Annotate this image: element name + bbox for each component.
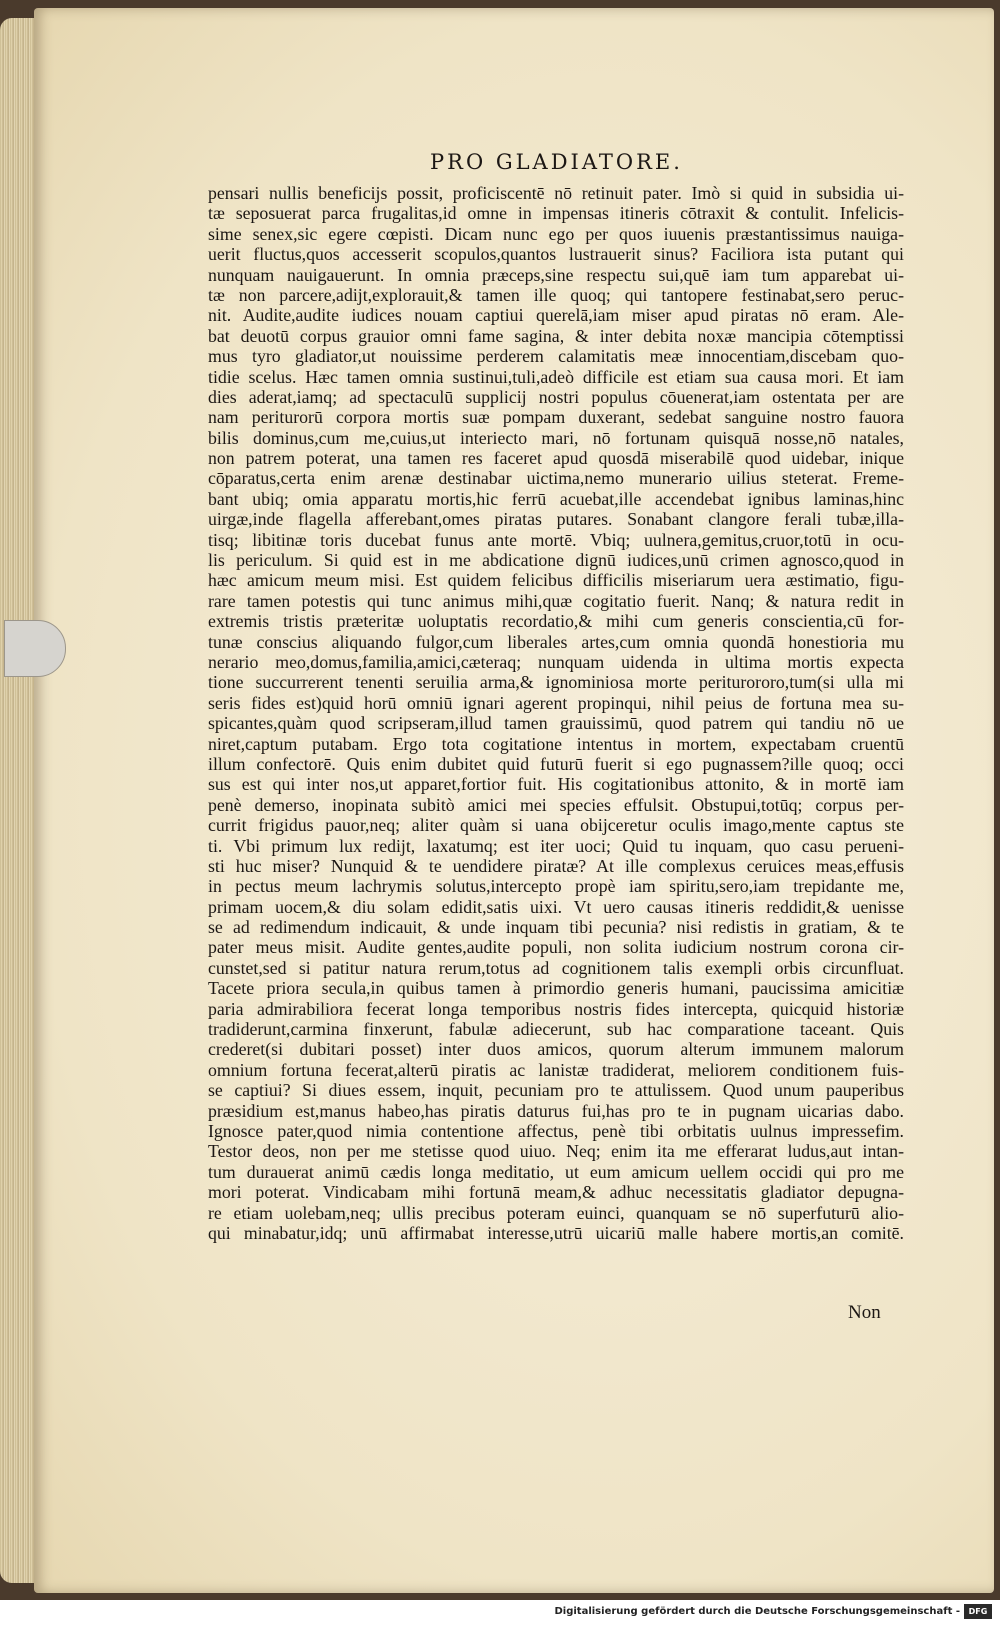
text-line: mus tyro gladiator,ut nouissime perderem calamitatis meæ innocentiam,discebam quo- [208,346,904,367]
text-line: tæ seposuerat parca frugalitas,id omne in impensas itineris cōtraxit & contulit. Infelicis- [208,203,904,224]
text-line: crederet(si dubitari posset) inter duos amicos, quorum alterum immunem malorum [208,1039,904,1060]
text-line: illum confectorē. Quis enim dubitet quid futurū fuerit si ego pugnassem?ille quoq; occi [208,753,904,774]
text-line: spicantes,quàm quod scripseram,illud tamen grauissimū, quod patrem qui tandiu nō ue [208,713,904,734]
text-line: cunstet,sed si patitur natura rerum,totus ad cognitionem talis exempli orbis circunfluat. [208,957,904,978]
text-line: cōparatus,certa enim arenæ destinabar uictima,nemo munerario uilius steterat. Freme- [208,468,904,489]
running-title: PRO GLADIATORE. [430,150,683,174]
text-line: in pectus meum lachrymis solutus,intercepto propè iam spiritu,sero,iam trepidante me, [208,876,904,897]
text-line: nunquam nauigauerunt. In omnia præceps,sine respectu sui,quē iam tum apparebat ui- [208,264,904,285]
text-line: lis periculum. Si quid est in me abdicatione dignū iudices,unū crimen agnosco,quod in [208,550,904,571]
text-line: sti huc miser? Nunquid & te uendidere piratæ? At ille complexus ceruices meas,effusis [208,855,904,876]
text-line: nit. Audite,audite iudices nouam captiui querelā,iam miser apud piratas nō eram. Ale- [208,305,904,326]
text-line: re etiam uolebam,neq; ullis precibus poteram euinci, quanquam se nō superfuturū alio- [208,1202,904,1223]
text-line: ti. Vbi primum lux redijt, laxatumq; est iter uoci; Quid tu inquam, quo casu perueni- [208,835,904,856]
text-line: currit frigidus pauor,neq; aliter quàm si uana obijceretur oculis imago,mente captus ste [208,815,904,836]
dfg-logo: DFG [964,1604,992,1619]
text-line: Tacete priora secula,in quibus tamen à primordio generis humani, paucissima amicitiæ [208,978,904,999]
text-line: mori poterat. Vindicabam mihi fortunā meam,& adhuc necessitatis gladiator depugna- [208,1182,904,1203]
text-line: tidie scelus. Hæc tamen omnia sustinui,tuli,adeò difficile est etiam sua causa mori. Et iam [208,366,904,387]
text-line: dies aderat,iamq; ad spectaculū supplicij nostri populus cōuenerat,iam ostentata per are [208,386,904,407]
text-line: niret,captum putabam. Ergo tota cogitatione intentus in mortem, expectabam cruentū [208,733,904,754]
text-line: tione succurrerent tenenti seruilia arma,& ignominiosa morte periturororo,tum(si ulla mi [208,672,904,693]
text-line: bat deuotū corpus grauior omni fame sagina, & inter debita noxæ mancipia cōtemptissi [208,325,904,346]
text-line: uerit fluctus,quos accesserit scopulos,quantos lustrauerit sinus? Faciliora ista putant qui [208,244,904,265]
catchword: Non [848,1302,881,1323]
text-line: omnium fortuna fecerat,alterū piratis ac lanistæ tradiderat, meliorem conditionem fuis- [208,1059,904,1080]
bookmark-clip [4,620,66,677]
footer-credit: Digitalisierung gefördert durch die Deutsche Forschungsgemeinschaft - [554,1606,960,1617]
body-text [208,183,904,1243]
text-line: hæc amicum meum misi. Est quidem felicibus difficilis miseriarum uera æstimatio, figu- [208,570,904,591]
text-line: sus est qui inter nos,ut apparet,fortior fuit. His cogitationibus attonito, & in mortē iam [208,774,904,795]
text-line: non patrem poterat, una tamen res faceret apud quosdā miserabilē quod uidebar, inique [208,448,904,469]
text-line: sime senex,sic egere cœpisti. Dicam nunc ego per quos iuuenis præstantissimus nauiga- [208,223,904,244]
text-line: qui minabatur,idq; unū affirmabat interesse,utrū uicariū malle habere mortis,an comitē. [208,1222,904,1243]
text-line: bant ubiq; omia apparatu mortis,hic ferrū acuebat,ille accendebat ignibus laminas,hinc [208,488,904,509]
text-line: nam periturorū corpora mortis suæ pompam duxerant, sedebat sanguine nostro fauora [208,407,904,428]
text-line: extremis tristis præteritæ uoluptatis recordatio,& mihi cum generis conscientia,cū for- [208,611,904,632]
text-line: Ignosce pater,quod nimia contentione affectus, penè tibi orbitatis uulnus impressefim. [208,1120,904,1141]
text-line: tæ non parcere,adijt,explorauit,& tamen ille quoq; qui tantopere festinabat,sero peruc- [208,284,904,305]
text-line: tum durauerat animū cædis longa meditatio, ut eum amicum uellem occidi qui pro me [208,1161,904,1182]
text-line: bilis dominus,cum me,cuius,ut interiecto mari, nō fortunam quisquā nosse,nō natales, [208,427,904,448]
text-line: paria admirabiliora fecerat longa temporibus nostris fides intercepta, quicquid historiæ [208,998,904,1019]
text-line: penè demerso, inopinata subitò amici mei species effulsit. Obstupui,totūq; corpus per- [208,794,904,815]
text-line: primam uocem,& diu solam edidit,satis uixi. Vt uero causas itineris reddidit,& uenisse [208,896,904,917]
text-line: tradiderunt,carmina finxerunt, fabulæ adiecerunt, sub hac comparatione taceant. Quis [208,1019,904,1040]
text-line: præsidium est,manus habeo,has piratis daturus fui,has pro te in pugnam uicarias dabo. [208,1100,904,1121]
text-line: nerario meo,domus,familia,amici,cæteraq; nunquam uidenda in ultima mortis expecta [208,651,904,672]
text-line: se ad redimendum indicauit, & unde inquam tibi pecunia? nisi redistis in gratiam, & te [208,917,904,938]
text-line: pater meus misit. Audite gentes,audite populi, non solita iudicium nostrum corona cir- [208,937,904,958]
text-line: tisq; libitinæ toris ducebat funus ante mortē. Vbiq; uulnera,gemitus,cruor,totū in ocu- [208,529,904,550]
text-line: se captiui? Si diues essem, inquit, pecuniam pro te attulissem. Quod unum pauperibus [208,1080,904,1101]
text-line: uirgæ,inde flagella afferebant,omes piratas putares. Sonabant clangore ferali tubæ,illa- [208,509,904,530]
text-line: rare tamen potestis qui tunc animus mihi,quæ cogitatio fuerit. Nanq; & natura redit in [208,590,904,611]
text-line: pensari nullis beneficijs possit, proficiscentē nō retinuit pater. Imò si quid in subsidia ui- [208,183,904,203]
text-line: seris fides est)quid horū omniū ignari agerent propinqui, nihil peius de fortuna mea su- [208,692,904,713]
text-line: Testor deos, non per me stetisse quod uiuo. Neq; enim ita me efferarat ludus,aut intan- [208,1141,904,1162]
text-line: tunæ conscius aliquando fulgor,cum liberales artes,cum omnia quondā honestioria mu [208,631,904,652]
